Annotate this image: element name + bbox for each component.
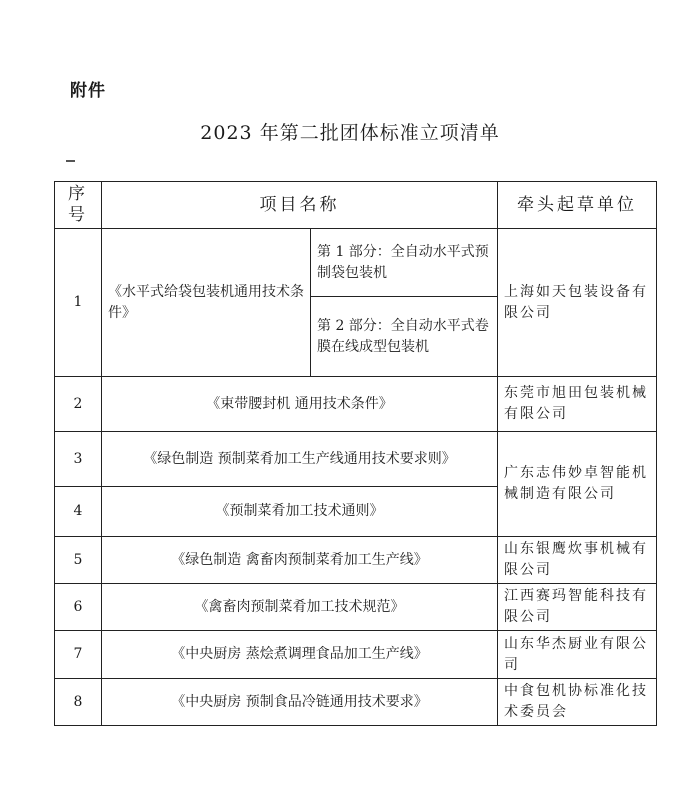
row-project-name: 《中央厨房 蒸烩煮调理食品加工生产线》: [102, 631, 498, 679]
row-lead-unit: 中食包机协标准化技术委员会: [498, 679, 657, 726]
scan-mark: [66, 160, 75, 162]
table-row: [55, 584, 657, 631]
attachment-label: 附件: [70, 81, 106, 101]
row-project-name: 《水平式给袋包装机通用技术条件》: [102, 229, 311, 377]
row-number: 2: [55, 377, 102, 432]
row-number: 8: [55, 679, 102, 726]
table-row: [55, 229, 657, 297]
row-lead-unit: 广东志伟妙卓智能机械制造有限公司: [498, 432, 657, 537]
table-row: [55, 377, 657, 432]
project-list-table: [54, 181, 657, 726]
row-lead-unit: 东莞市旭田包装机械有限公司: [498, 377, 657, 432]
table-row: [55, 679, 657, 726]
row-project-name: 《禽畜肉预制菜肴加工技术规范》: [102, 584, 498, 631]
header-project-name: 项目名称: [102, 182, 498, 229]
row-project-name: 《预制菜肴加工技术通则》: [102, 487, 498, 537]
row-sub-part: 第 2 部分：全自动水平式卷膜在线成型包装机: [311, 297, 498, 377]
table-header-row: [55, 182, 657, 229]
row-number: 1: [55, 229, 102, 377]
table-row: [55, 432, 657, 487]
table-row: [55, 537, 657, 584]
row-project-name: 《束带腰封机 通用技术条件》: [102, 377, 498, 432]
row-number: 6: [55, 584, 102, 631]
row-project-name: 《中央厨房 预制食品冷链通用技术要求》: [102, 679, 498, 726]
row-project-name: 《绿色制造 预制菜肴加工生产线通用技术要求则》: [102, 432, 498, 487]
document-title: 2023 年第二批团体标准立项清单: [200, 122, 500, 144]
header-number: 序号: [55, 182, 102, 229]
row-lead-unit: 上海如天包装设备有限公司: [498, 229, 657, 377]
row-lead-unit: 江西赛玛智能科技有限公司: [498, 584, 657, 631]
row-number: 7: [55, 631, 102, 679]
row-number: 4: [55, 487, 102, 537]
row-lead-unit: 山东华杰厨业有限公司: [498, 631, 657, 679]
header-lead-unit: 牵头起草单位: [498, 182, 657, 229]
row-project-name: 《绿色制造 禽畜肉预制菜肴加工生产线》: [102, 537, 498, 584]
row-sub-part: 第 1 部分：全自动水平式预制袋包装机: [311, 229, 498, 297]
table-row: [55, 631, 657, 679]
row-number: 3: [55, 432, 102, 487]
row-number: 5: [55, 537, 102, 584]
row-lead-unit: 山东银鹰炊事机械有限公司: [498, 537, 657, 584]
